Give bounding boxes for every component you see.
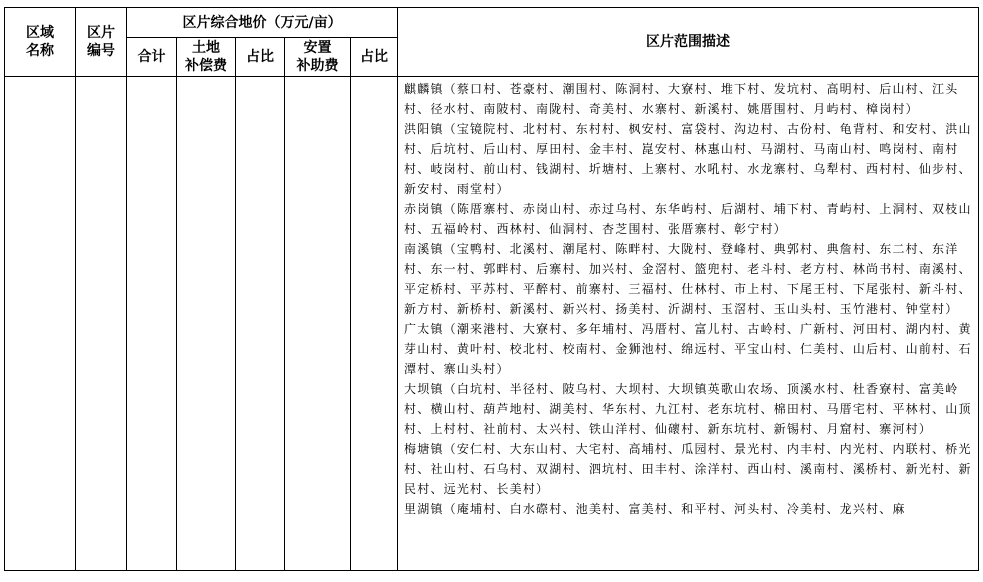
- cell-resettlement: [285, 77, 351, 571]
- cell-ratio-2: [351, 77, 398, 571]
- cell-block-no: [76, 77, 127, 571]
- town-guangtai: 广太镇（潮来港村、大寮村、多年埔村、冯厝村、富儿村、古岭村、广新村、河田村、湖内村、黄芽山村、黄叶村、校北村、校南村、金狮池村、绵远村、平宝山村、仁美村、山后村、山前村、石潭村、寨山头村）: [404, 322, 972, 376]
- town-hongyang: 洪阳镇（宝镜院村、北村村、东村村、枫安村、富袋村、沟边村、古份村、龟背村、和安村、洪山村、后坑村、后山村、厚田村、金丰村、崑安村、林惠山村、马湖村、马南山村、鸣岗村、南村村、岐岗村、前山村、钱湖村、圻塘村、上寨村、水吼村、水龙寨村、乌犁村、西村村、仙步村、新安村、雨堂村）: [404, 122, 972, 196]
- town-meitang: 梅塘镇（安仁村、大东山村、大宅村、高埔村、瓜园村、景光村、内丰村、内光村、内联村、桥光村、社山村、石乌村、双湖村、泗坑村、田丰村、涂洋村、西山村、溪南村、溪桥村、新光村、新民村、远光村、长美村）: [404, 442, 972, 496]
- cell-land-compensation: [177, 77, 236, 571]
- cell-ratio-1: [236, 77, 285, 571]
- header-region-name: 区域 名称: [5, 8, 76, 77]
- header-block-no: 区片 编号: [76, 8, 127, 77]
- town-chigang: 赤岗镇（陈厝寨村、赤岗山村、赤过乌村、东华屿村、后湖村、埔下村、青屿村、上洞村、双枝山村、五福岭村、西林村、仙洞村、杏芝围村、张厝寨村、彰宁村）: [404, 202, 972, 236]
- header-composite-price: 区片综合地价（万元/亩）: [127, 8, 398, 38]
- cell-scope-description: [398, 77, 979, 571]
- header-ratio-2: 占比: [351, 38, 398, 77]
- header-total: 合计: [127, 38, 177, 77]
- land-price-table: [4, 7, 979, 571]
- header-resettlement: 安置 补助费: [285, 38, 351, 77]
- header-land-compensation: 土地 补偿费: [177, 38, 236, 77]
- town-lihu: 里湖镇（庵埔村、白水磜村、池美村、富美村、和平村、河头村、冷美村、龙兴村、麻: [404, 502, 906, 516]
- town-daba: 大坝镇（白坑村、半径村、陂乌村、大坝村、大坝镇英歌山农场、顶溪水村、杜香寮村、富美岭村、横山村、葫芦地村、湖美村、华东村、九江村、老东坑村、棉田村、马厝宅村、平林村、山顶村、上村村、社前村、太兴村、铁山洋村、仙䃶村、新东坑村、新锡村、月窟村、寨河村）: [404, 382, 972, 436]
- header-scope: 区片范围描述: [398, 8, 979, 77]
- cell-region-name: [5, 77, 76, 571]
- town-qilin: 麒麟镇（蔡口村、苍豪村、潮围村、陈洞村、大寮村、堆下村、发坑村、高明村、后山村、江头村、径水村、南陂村、南陇村、奇美村、水寨村、新溪村、姚厝围村、月屿村、樟岗村）: [404, 82, 959, 116]
- cell-total: [127, 77, 177, 571]
- town-nanxi: 南溪镇（宝鸭村、北溪村、潮尾村、陈畔村、大陇村、登峰村、典郭村、典詹村、东二村、东洋村、东一村、郭畔村、后寨村、加兴村、金滘村、篮兜村、老斗村、老方村、林尚书村、南溪村、平定桥村、平苏村、平醉村、前寨村、三福村、仕林村、市上村、下尾王村、下尾张村、新斗村、新方村、新桥村、新溪村、新兴村、扬美村、沂湖村、玉滘村、玉山头村、玉竹港村、钟堂村）: [404, 242, 972, 316]
- header-ratio-1: 占比: [236, 38, 285, 77]
- scope-description-text: [398, 77, 978, 570]
